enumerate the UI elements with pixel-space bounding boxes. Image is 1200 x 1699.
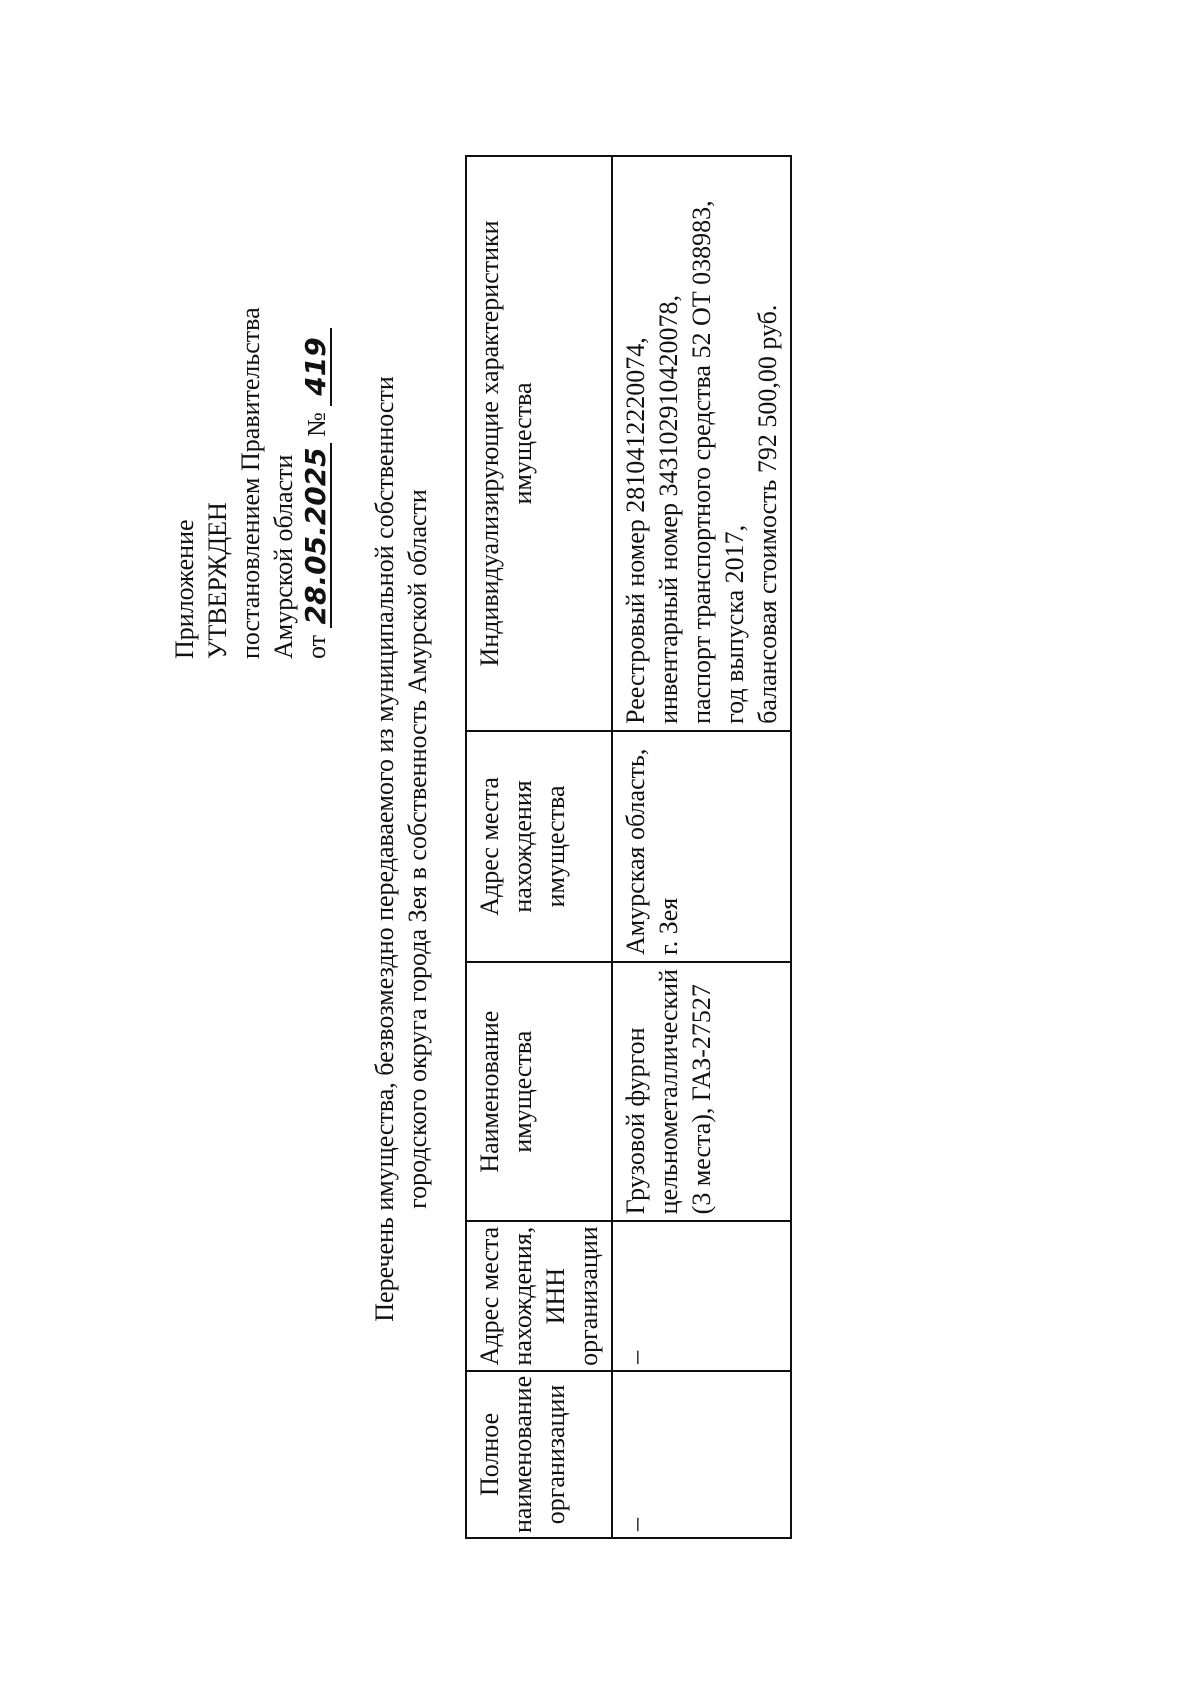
approval-approved: УТВЕРЖДЕН bbox=[203, 502, 232, 659]
date-prefix: от bbox=[302, 634, 331, 659]
assets-table bbox=[465, 155, 792, 1539]
characteristic-balance-value: балансовая стоимость 792 500,00 руб. bbox=[753, 304, 782, 724]
table-row bbox=[612, 156, 791, 1538]
number-prefix: № bbox=[302, 412, 331, 437]
title-line-2: городского округа города Зея в собственность Амурской области bbox=[403, 489, 432, 1209]
approval-by-resolution: постановлением Правительства bbox=[236, 307, 265, 659]
characteristic-vehicle-passport: паспорт транспортного средства 52 ОТ 038983, bbox=[687, 200, 716, 724]
header-asset-address: Адрес места нахождения имущества bbox=[466, 731, 612, 962]
cell-org-address bbox=[612, 1221, 791, 1371]
cell-asset-address: Амурская область, г. Зея bbox=[612, 731, 791, 962]
cell-org-name-text: – bbox=[621, 1518, 650, 1531]
header-org-address: Адрес места нахождения, ИНН организации bbox=[466, 1221, 612, 1371]
header-org-name: Полное наименование организации bbox=[466, 1371, 612, 1538]
characteristic-year: год выпуска 2017, bbox=[720, 524, 749, 724]
approval-block bbox=[168, 199, 333, 659]
cell-org-name bbox=[612, 1371, 791, 1538]
handwritten-number: 419 bbox=[302, 328, 332, 406]
header-asset-name: Наименование имущества bbox=[466, 962, 612, 1221]
header-characteristics: Индивидуализирующие характеристики имущества bbox=[466, 156, 612, 731]
cell-org-address-text: – bbox=[621, 1350, 650, 1364]
cell-characteristics bbox=[612, 156, 791, 731]
approval-appendix: Приложение bbox=[170, 519, 199, 659]
handwritten-date: 28.05.2025 bbox=[302, 443, 332, 628]
characteristic-inventory-number: инвентарный номер 343102910420078, bbox=[654, 295, 683, 724]
cell-asset-name: Грузовой фургон цельнометаллический (3 места), ГАЗ-27527 bbox=[612, 962, 791, 1221]
table-header-row bbox=[466, 156, 612, 1538]
approval-date-number-line bbox=[300, 199, 333, 659]
approval-region: Амурской области bbox=[269, 454, 298, 659]
document-title bbox=[368, 159, 434, 1539]
characteristic-registry-number: Реестровый номер 2810412220074, bbox=[621, 337, 650, 724]
title-line-1: Перечень имущества, безвозмездно передаваемого из муниципальной собственности bbox=[370, 376, 399, 1322]
